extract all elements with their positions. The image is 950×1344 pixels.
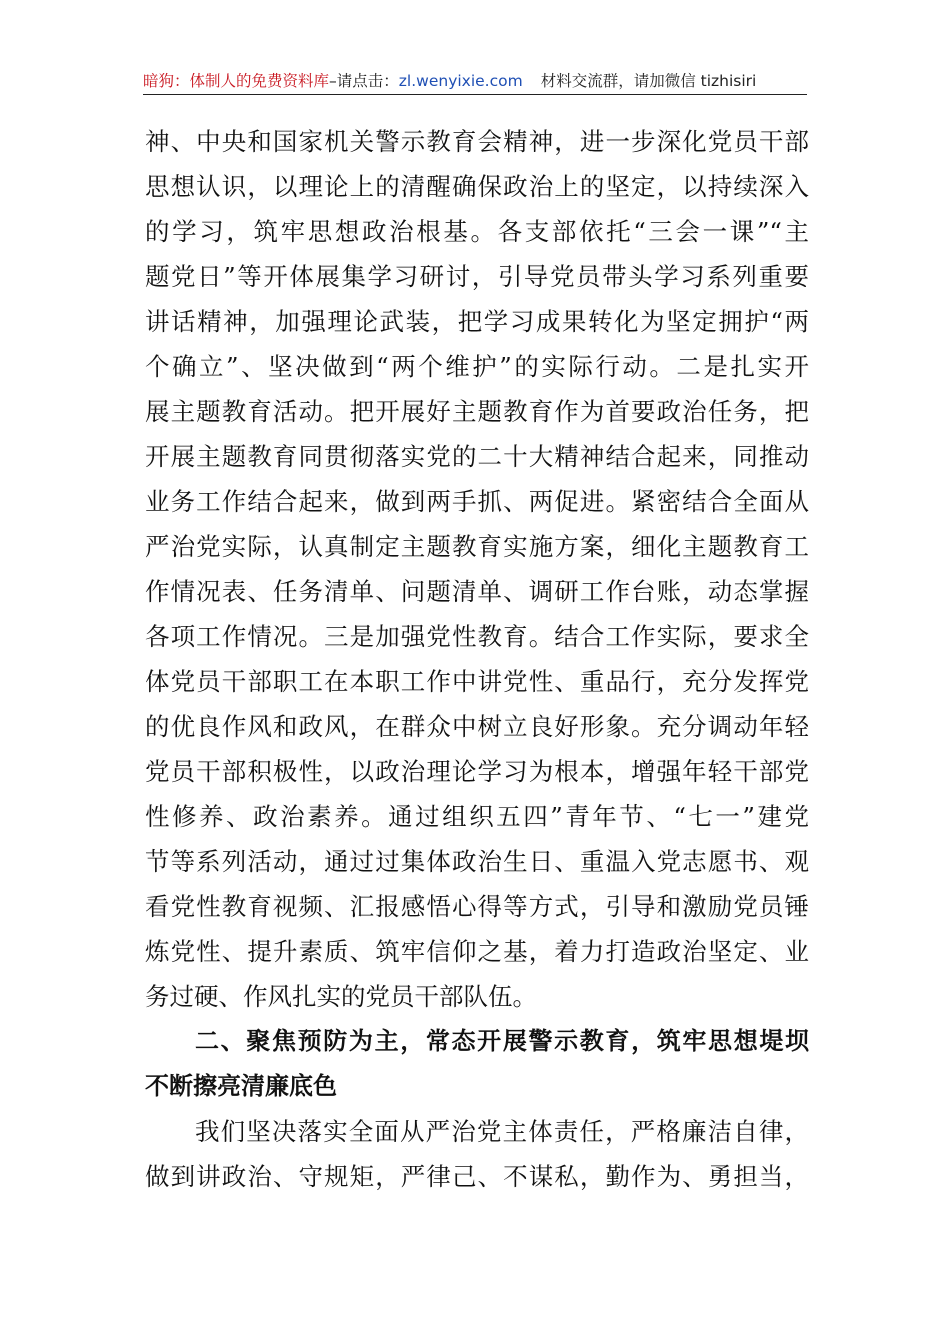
body-line: 务过硬、作风扎实的党员干部队伍。 — [145, 982, 537, 1011]
body-line: 体党员干部职工在本职工作中讲党性、重品行，充分发挥党 — [145, 667, 809, 696]
body-line: 的学习，筑牢思想政治根基。各支部依托“三会一课”“主 — [145, 217, 809, 246]
body-line: 党员干部积极性，以政治理论学习为根本，增强年轻干部党 — [145, 757, 809, 786]
header-group-note: 材料交流群，请加微信 tizhisiri — [540, 72, 757, 90]
section-heading: 不断擦亮清廉底色 — [145, 1072, 337, 1100]
body-line: 节等系列活动，通过过集体政治生日、重温入党志愿书、观 — [145, 847, 809, 876]
body-line: 思想认识，以理论上的清醒确保政治上的坚定，以持续深入 — [145, 172, 809, 201]
body-line: 我们坚决落实全面从严治党主体责任，严格廉洁自律， — [195, 1117, 809, 1146]
body-line: 炼党性、提升素质、筑牢信仰之基，着力打造政治坚定、业 — [145, 937, 809, 966]
header-url-link[interactable]: zl.wenyixie.com — [398, 72, 523, 90]
body-line: 个确立”、坚决做到“两个维护”的实际行动。二是扎实开 — [145, 352, 809, 381]
body-line: 讲话精神，加强理论武装，把学习成果转化为坚定拥护“两 — [145, 307, 809, 336]
body-line: 开展主题教育同贯彻落实党的二十大精神结合起来，同推动 — [145, 442, 809, 471]
body-line: 题党日”等开体展集学习研讨，引导党员带头学习系列重要 — [145, 262, 809, 291]
page-header — [143, 68, 807, 95]
header-click-prompt: –请点击： — [329, 72, 399, 90]
body-line: 严治党实际，认真制定主题教育实施方案，细化主题教育工 — [145, 532, 809, 561]
body-line: 神、中央和国家机关警示教育会精神，进一步深化党员干部 — [145, 127, 809, 156]
body-line: 作情况表、任务清单、问题清单、调研工作台账，动态掌握 — [145, 577, 809, 606]
body-line: 展主题教育活动。把开展好主题教育作为首要政治任务，把 — [145, 397, 809, 426]
body-line: 的优良作风和政风，在群众中树立良好形象。充分调动年轻 — [145, 712, 809, 741]
body-line: 各项工作情况。三是加强党性教育。结合工作实际，要求全 — [145, 622, 809, 651]
body-line: 业务工作结合起来，做到两手抓、两促进。紧密结合全面从 — [145, 487, 809, 516]
body-line: 做到讲政治、守规矩，严律己、不谋私，勤作为、勇担当， — [145, 1162, 809, 1191]
section-heading: 二、聚焦预防为主，常态开展警示教育，筑牢思想堤坝 — [195, 1027, 809, 1055]
body-line: 性修养、政治素养。通过组织五四”青年节、“七一”建党 — [145, 802, 809, 831]
header-site-name: 暗狗：体制人的免费资料库 — [143, 72, 330, 90]
body-line: 看党性教育视频、汇报感悟心得等方式，引导和激励党员锤 — [145, 892, 809, 921]
